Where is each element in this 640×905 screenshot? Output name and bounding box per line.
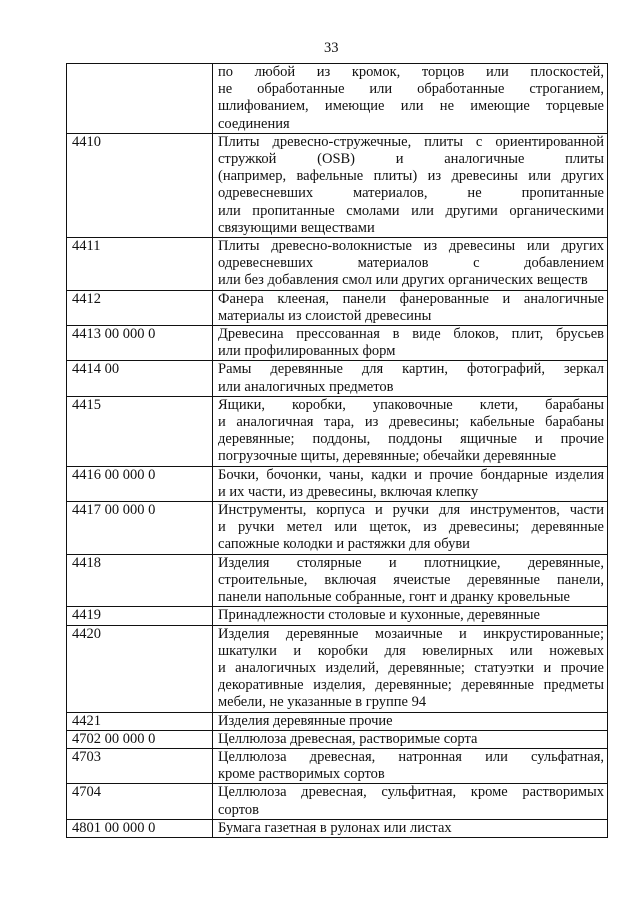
description-cell [213,133,608,237]
description-line: и аналогичных изделий, деревянные; статуэтки и прочие [218,659,604,676]
description-line: кроме растворимых сортов [218,766,385,783]
description-line: панели напольные собранные, гонт и дранку кровельные [218,589,570,606]
description-line: Инструменты, корпуса и ручки для инструментов, части [218,502,604,519]
description-line: или пропитанные смолами или другими органическими [218,202,604,219]
table-row [67,361,608,396]
description-line: (например, вафельные плиты) из древесины или других [218,168,604,185]
description-line: декоративные изделия, деревянные; деревянные предметы [218,677,604,694]
description-line: соединения [218,115,290,132]
description-line: Рамы деревянные для картин, фотографий, зеркал [218,361,604,378]
description-line: Бочки, бочонки, чаны, кадки и прочие бондарные изделия [218,466,604,483]
table-row [67,554,608,607]
description-line: Плиты древесно-стружечные, плиты с ориентированной [218,133,604,150]
table-row [67,784,608,819]
description-line: одревесневших материалов с добавлением [218,255,604,272]
description-cell [213,64,608,134]
commodity-code-cell: 4421 [67,712,213,730]
table-row [67,748,608,783]
commodity-code-cell: 4703 [67,748,213,783]
description-cell [213,361,608,396]
commodity-code-cell: 4414 00 [67,361,213,396]
description-cell [213,238,608,291]
table-row [67,625,608,712]
description-line: Ящики, коробки, упаковочные клети, барабаны [218,396,604,413]
description-line: и аналогичная тара, из древесины; кабельные барабаны [218,414,604,431]
description-line: шлифованием, имеющие или не имеющие торцевые [218,98,604,115]
commodity-code-table [66,63,608,838]
description-line: Изделия деревянные мозаичные и инкрустированные; [218,625,604,642]
description-line: Целлюлоза древесная, натронная или сульфатная, [218,748,604,765]
description-cell [213,712,608,730]
table-row [67,819,608,837]
commodity-code-cell: 4415 [67,396,213,466]
table-body [67,64,608,838]
description-cell [213,502,608,555]
table-row [67,64,608,134]
commodity-code-cell: 4419 [67,607,213,625]
description-line: одревесневших материалов, не пропитанные [218,185,604,202]
description-cell [213,730,608,748]
description-cell [213,784,608,819]
commodity-code-cell: 4413 00 000 0 [67,326,213,361]
commodity-code-cell: 4412 [67,290,213,325]
table-row [67,730,608,748]
description-line: Целлюлоза древесная, сульфитная, кроме растворимых [218,784,604,801]
description-line: сортов [218,801,259,818]
description-line: или аналогичных предметов [218,378,394,395]
commodity-code-cell: 4416 00 000 0 [67,466,213,501]
commodity-code-cell: 4411 [67,238,213,291]
description-line: или без добавления смол или других органических веществ [218,272,588,289]
description-line: шкатулки и коробки для ювелирных или ножевых [218,642,604,659]
table-row [67,712,608,730]
description-cell [213,819,608,837]
description-line: Целлюлоза древесная, растворимые сорта [218,730,478,747]
description-line: Фанера клееная, панели фанерованные и аналогичные [218,290,604,307]
description-line: Изделия столярные и плотницкие, деревянные, [218,554,604,571]
description-line: Принадлежности столовые и кухонные, деревянные [218,607,540,624]
description-line: Древесина прессованная в виде блоков, плит, брусьев [218,326,604,343]
description-line: и их части, из древесины, включая клепку [218,483,479,500]
table-row [67,238,608,291]
description-line: не обработанные или обработанные строганием, [218,81,604,98]
commodity-code-cell: 4801 00 000 0 [67,819,213,837]
description-cell [213,607,608,625]
commodity-code-cell: 4410 [67,133,213,237]
description-line: мебели, не указанные в группе 94 [218,694,427,711]
description-cell [213,326,608,361]
table-row [67,502,608,555]
description-line: по любой из кромок, торцов или плоскостей, [218,64,604,80]
commodity-code-cell: 4417 00 000 0 [67,502,213,555]
commodity-code-cell: 4418 [67,554,213,607]
page-number: 33 [324,40,339,56]
table-row [67,290,608,325]
description-cell [213,290,608,325]
table-row [67,396,608,466]
description-cell [213,554,608,607]
commodity-code-cell [67,64,213,134]
commodity-code-cell: 4704 [67,784,213,819]
commodity-code-cell: 4702 00 000 0 [67,730,213,748]
description-cell [213,748,608,783]
description-line: погрузочные щиты, деревянные; обечайки деревянные [218,448,557,465]
description-cell [213,396,608,466]
table-row [67,607,608,625]
description-line: деревянные; поддоны, поддоны ящичные и прочие [218,431,604,448]
description-line: материалы из слоистой древесины [218,307,432,324]
table-row [67,326,608,361]
description-line: Изделия деревянные прочие [218,712,393,729]
description-line: Бумага газетная в рулонах или листах [218,819,452,836]
description-line: стружкой (OSB) и аналогичные плиты [218,151,604,168]
description-line: строительные, включая ячеистые деревянные панели, [218,571,604,588]
table-row [67,133,608,237]
description-line: или профилированных форм [218,343,396,360]
description-line: Плиты древесно-волокнистые из древесины или других [218,238,604,255]
description-line: связующими веществами [218,219,375,236]
commodity-code-cell: 4420 [67,625,213,712]
description-cell [213,466,608,501]
description-line: и ручки метел или щеток, из древесины; деревянные [218,519,604,536]
table-row [67,466,608,501]
description-cell [213,625,608,712]
description-line: сапожные колодки и растяжки для обуви [218,536,470,553]
